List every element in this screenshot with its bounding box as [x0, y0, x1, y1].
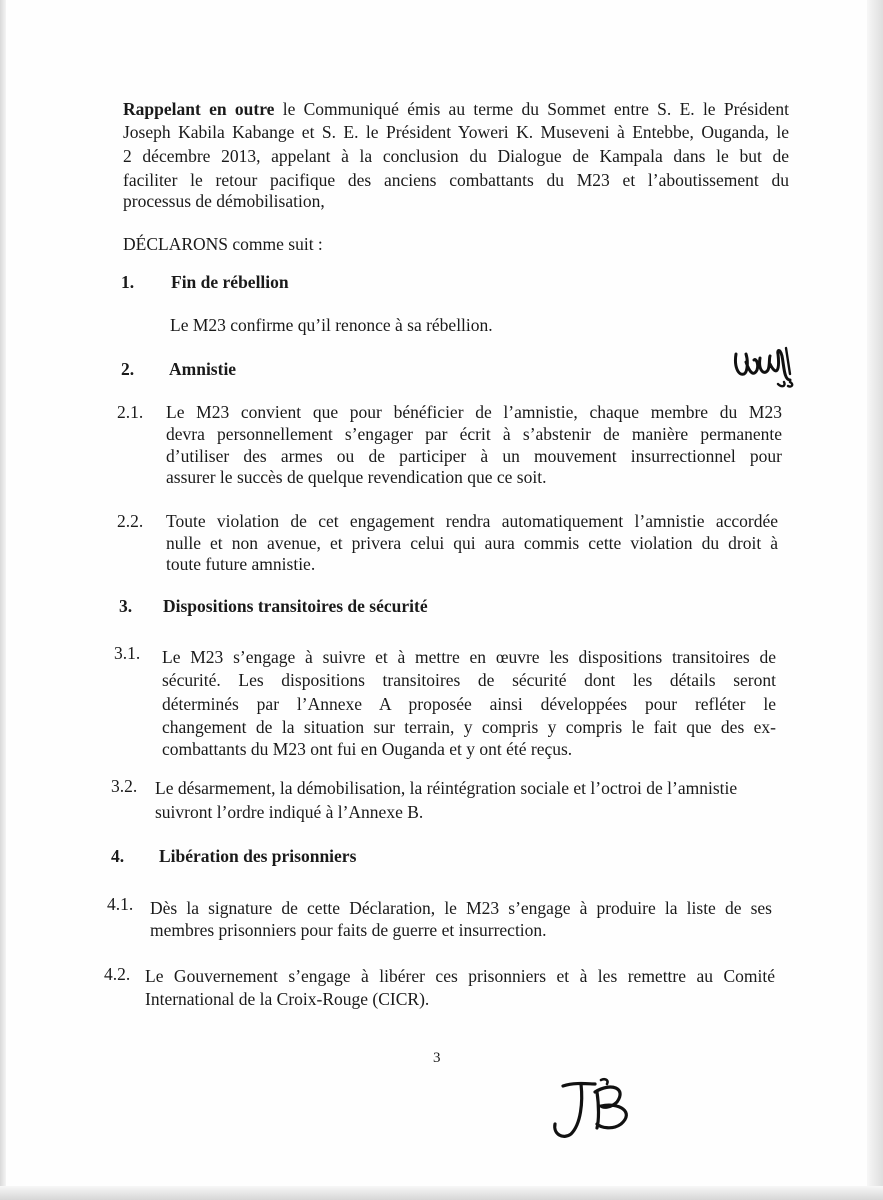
intro-line-3: 2 décembre 2013, appelant à la conclusion du Dialogue de Kampala dans le but de: [123, 146, 789, 166]
item-3-2-number: 3.2.: [111, 776, 138, 796]
item-3-2-line-2: suivront l’ordre indiqué à l’Annexe B.: [155, 802, 424, 822]
item-2-2-line-1: Toute violation de cet engagement rendra automatiquement l’amnistie accordée: [166, 511, 778, 531]
item-2-1-line-1: Le M23 convient que pour bénéficier de l’amnistie, chaque membre du M23: [166, 402, 782, 422]
item-3-1-line-1: Le M23 s’engage à suivre et à mettre en œuvre les dispositions transitoires de: [162, 647, 776, 667]
section-1-text: Le M23 confirme qu’il renonce à sa rébellion.: [170, 315, 493, 335]
section-3-title: Dispositions transitoires de sécurité: [163, 596, 428, 616]
item-2-1-line-3: d’utiliser des armes ou de participer à un mouvement insurrectionnel pour: [166, 446, 782, 466]
item-2-2-line-3: toute future amnistie.: [166, 554, 316, 574]
item-2-2-number: 2.2.: [117, 511, 144, 531]
page-number: 3: [433, 1050, 441, 1066]
item-3-1-line-5: combattants du M23 ont fui en Ouganda et y ont été reçus.: [162, 739, 573, 759]
item-4-2-number: 4.2.: [104, 964, 131, 984]
declarons-line: DÉCLARONS comme suit :: [123, 234, 323, 254]
section-1-title: Fin de rébellion: [171, 272, 289, 292]
section-2-title: Amnistie: [169, 359, 237, 379]
intro-bold-lead: Rappelant en outre: [123, 99, 275, 119]
intro-line-5: processus de démobilisation,: [123, 191, 325, 211]
item-3-1-number: 3.1.: [114, 643, 141, 663]
page-edge-shadow-left: [0, 0, 6, 1200]
item-3-2-line-1: Le désarmement, la démobilisation, la réintégration sociale et l’octroi de l’amnistie: [155, 778, 738, 798]
section-2-number: 2.: [121, 359, 135, 379]
intro-line-2: Joseph Kabila Kabange et S. E. le Président Yoweri K. Museveni à Entebbe, Ouganda, le: [123, 122, 789, 142]
section-3-number: 3.: [119, 596, 133, 616]
page-edge-shadow-bottom: [0, 1186, 883, 1200]
item-3-1-line-4: changement de la situation sur terrain, y compris y compris le fait que des ex-: [162, 717, 776, 737]
item-2-1-line-2: devra personnellement s’engager par écrit à s’abstenir de manière permanente: [166, 424, 782, 444]
item-3-1-line-3: déterminés par l’Annexe A proposée ainsi développées pour refléter le: [162, 694, 776, 714]
item-4-1-line-2: membres prisonniers pour faits de guerre et insurrection.: [150, 920, 547, 940]
page-edge-shadow-right: [867, 0, 883, 1200]
initials-signature-bottom: [545, 1072, 655, 1144]
item-4-2-line-1: Le Gouvernement s’engage à libérer ces prisonniers et à les remettre au Comité: [145, 966, 775, 986]
section-1-number: 1.: [121, 272, 135, 292]
intro-line-1: Rappelant en outre le Communiqué émis au terme du Sommet entre S. E. le Président: [123, 99, 789, 119]
item-3-1-line-2: sécurité. Les dispositions transitoires de sécurité dont les détails seront: [162, 670, 776, 690]
item-4-1-number: 4.1.: [107, 894, 134, 914]
item-4-1-line-1: Dès la signature de cette Déclaration, le M23 s’engage à produire la liste de ses: [150, 898, 772, 918]
item-2-1-line-4: assurer le succès de quelque revendication que ce soit.: [166, 467, 547, 487]
item-2-2-line-2: nulle et non avenue, et privera celui qui aura commis cette violation du droit à: [166, 533, 778, 553]
section-4-title: Libération des prisonniers: [159, 846, 357, 866]
item-2-1-number: 2.1.: [117, 402, 144, 422]
section-4-number: 4.: [111, 846, 125, 866]
initials-signature-top: [730, 340, 802, 398]
item-4-2-line-2: International de la Croix-Rouge (CICR).: [145, 989, 430, 1009]
intro-line-4: faciliter le retour pacifique des anciens combattants du M23 et l’aboutissement du: [123, 170, 789, 190]
